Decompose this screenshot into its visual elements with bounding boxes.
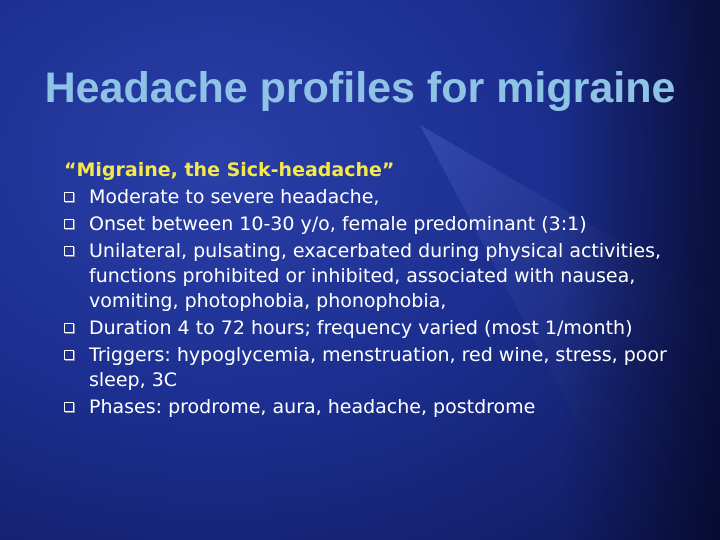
slide-body <box>64 158 704 422</box>
bullet-item <box>64 395 704 420</box>
hollow-square-bullet-icon <box>64 192 74 202</box>
bullet-text: Triggers: hypoglycemia, menstruation, red wine, stress, poor sleep, 3C <box>89 344 667 391</box>
hollow-square-bullet-icon <box>64 402 74 412</box>
bullet-text: Unilateral, pulsating, exacerbated during physical activities, functions prohibited or inhibited, associated with nausea, vomiting, photophobia, phonophobia, <box>89 240 662 312</box>
bullet-item <box>64 239 704 314</box>
hollow-square-bullet-icon <box>64 219 74 229</box>
bullet-text: Duration 4 to 72 hours; frequency varied (most 1/month) <box>89 317 633 339</box>
bullet-item <box>64 316 704 341</box>
bullet-text: Moderate to severe headache, <box>89 186 380 208</box>
bullet-item <box>64 185 704 210</box>
slide-title: Headache profiles for migraine <box>44 64 676 112</box>
slide-subtitle: “Migraine, the Sick-headache” <box>64 159 395 181</box>
hollow-square-bullet-icon <box>64 350 74 360</box>
hollow-square-bullet-icon <box>64 246 74 256</box>
bullet-list <box>64 185 704 420</box>
hollow-square-bullet-icon <box>64 323 74 333</box>
bullet-text: Onset between 10-30 y/o, female predominant (3:1) <box>89 213 587 235</box>
bullet-item <box>64 212 704 237</box>
bullet-item <box>64 343 704 393</box>
bullet-text: Phases: prodrome, aura, headache, postdrome <box>89 396 536 418</box>
